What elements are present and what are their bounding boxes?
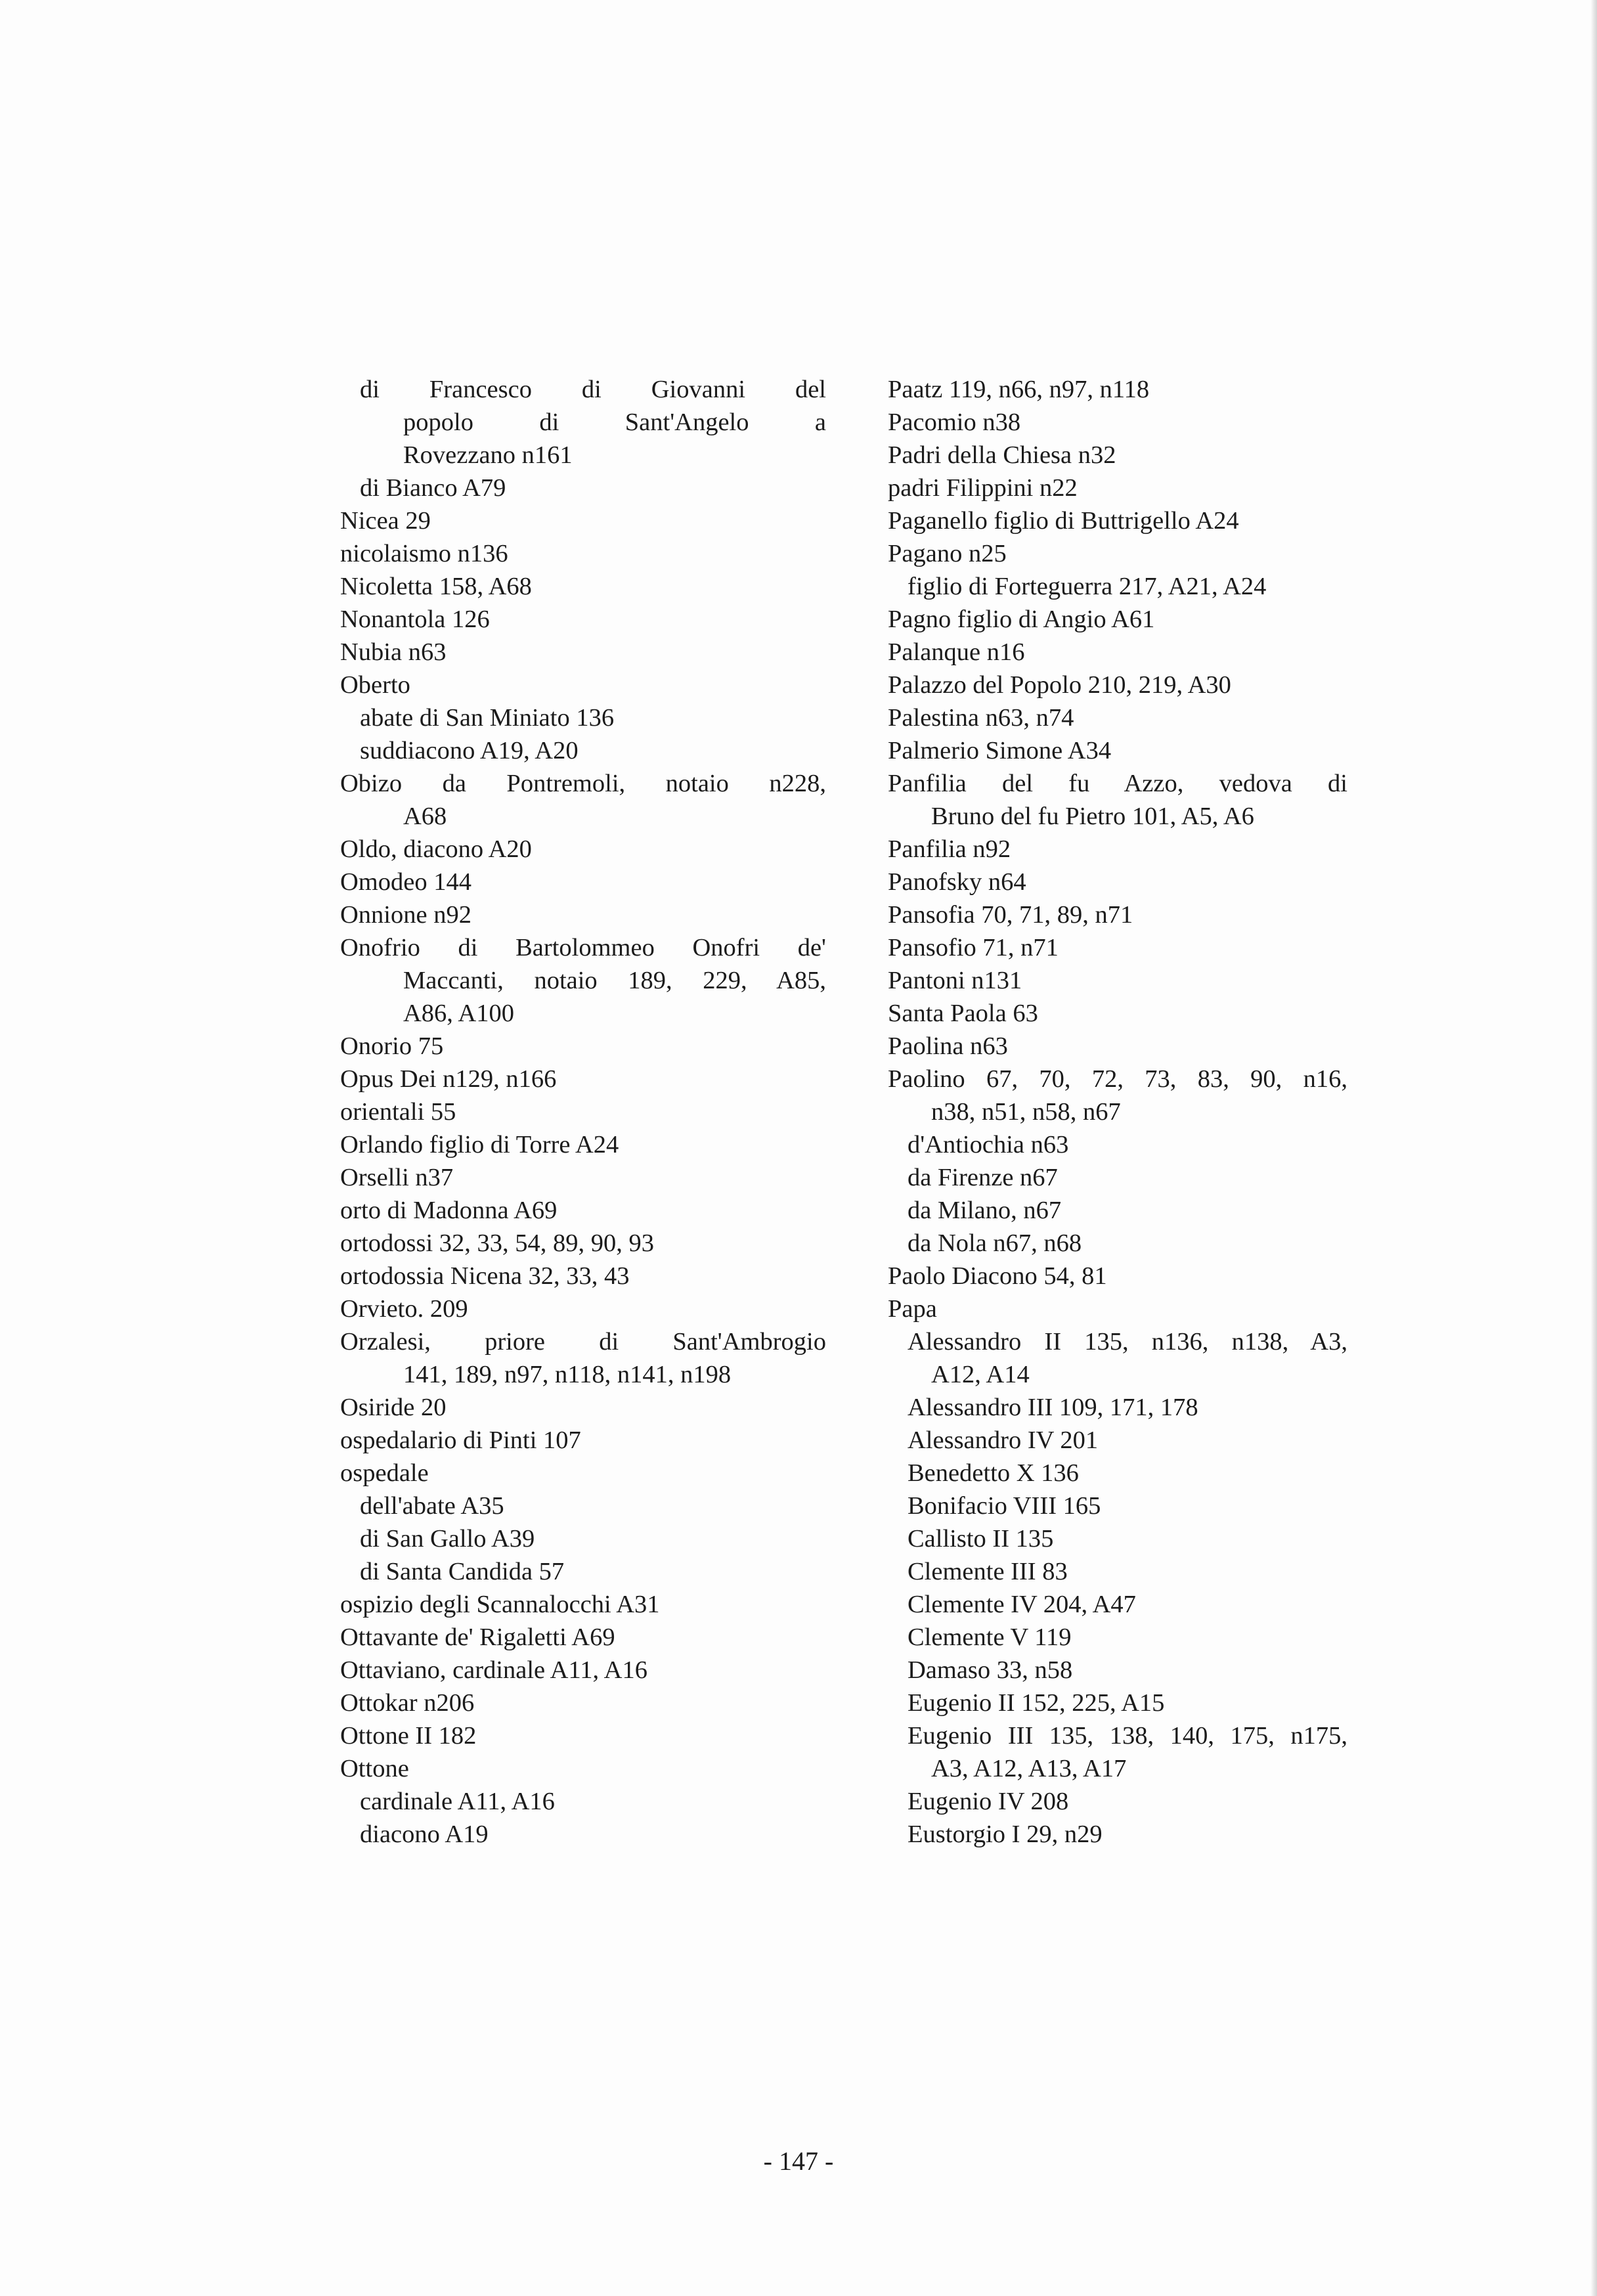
index-entry: cardinale A11, A16 xyxy=(360,1788,555,1815)
index-entry: Paolino 67, 70, 72, 73, 83, 90, n16, xyxy=(888,1065,1347,1093)
index-entry: Eugenio II 152, 225, A15 xyxy=(908,1689,1165,1717)
index-entry: A68 xyxy=(403,803,447,830)
index-entry: Orvieto. 209 xyxy=(340,1295,468,1323)
index-entry: Oldo, diacono A20 xyxy=(340,835,532,863)
index-entry: suddiacono A19, A20 xyxy=(360,737,579,764)
page-edge-shadow xyxy=(1590,0,1597,2296)
index-entry: n38, n51, n58, n67 xyxy=(931,1098,1121,1126)
index-entry: di Santa Candida 57 xyxy=(360,1558,565,1585)
index-entry: ortodossi 32, 33, 54, 89, 90, 93 xyxy=(340,1229,655,1257)
index-entry: Orselli n37 xyxy=(340,1164,454,1191)
index-entry: ortodossia Nicena 32, 33, 43 xyxy=(340,1262,630,1290)
index-entry: Ottone xyxy=(340,1755,409,1782)
index-entry: nicolaismo n136 xyxy=(340,540,508,567)
index-entry: Papa xyxy=(888,1295,937,1323)
index-entry: Pansofio 71, n71 xyxy=(888,934,1059,961)
index-entry: Pagano n25 xyxy=(888,540,1007,567)
index-entry: diacono A19 xyxy=(360,1821,489,1848)
index-entry: A12, A14 xyxy=(931,1361,1030,1388)
index-entry: 141, 189, n97, n118, n141, n198 xyxy=(403,1361,732,1388)
index-entry: Callisto II 135 xyxy=(908,1525,1054,1553)
index-entry: Paganello figlio di Buttrigello A24 xyxy=(888,507,1239,535)
page-number: - 147 - xyxy=(763,2146,834,2176)
index-entry: Paatz 119, n66, n97, n118 xyxy=(888,376,1150,403)
index-entry: Benedetto X 136 xyxy=(908,1459,1079,1487)
index-entry: da Nola n67, n68 xyxy=(908,1229,1082,1257)
index-entry: di Bianco A79 xyxy=(360,474,506,502)
index-entry: Alessandro III 109, 171, 178 xyxy=(908,1394,1198,1421)
index-entry: Panfilia del fu Azzo, vedova di xyxy=(888,770,1347,797)
index-entry: Omodeo 144 xyxy=(340,868,471,896)
index-entry: Rovezzano n161 xyxy=(403,441,573,469)
index-entry: Nubia n63 xyxy=(340,638,447,666)
index-entry: Pagno figlio di Angio A61 xyxy=(888,606,1155,633)
index-entry: Palestina n63, n74 xyxy=(888,704,1074,732)
index-entry: Orlando figlio di Torre A24 xyxy=(340,1131,619,1159)
index-entry: Opus Dei n129, n166 xyxy=(340,1065,557,1093)
index-entry: Orzalesi, priore di Sant'Ambrogio xyxy=(340,1328,826,1356)
index-entry: abate di San Miniato 136 xyxy=(360,704,615,732)
index-entry: Alessandro II 135, n136, n138, A3, xyxy=(908,1328,1347,1356)
index-entry: ospedalario di Pinti 107 xyxy=(340,1426,581,1454)
index-entry: Eustorgio I 29, n29 xyxy=(908,1821,1103,1848)
index-entry: Panfilia n92 xyxy=(888,835,1011,863)
index-entry: Paolina n63 xyxy=(888,1032,1008,1060)
index-entry: d'Antiochia n63 xyxy=(908,1131,1069,1159)
index-entry: Palmerio Simone A34 xyxy=(888,737,1112,764)
index-entry: Panofsky n64 xyxy=(888,868,1026,896)
index-entry: A86, A100 xyxy=(403,1000,514,1027)
index-entry: popolo di Sant'Angelo a xyxy=(403,408,826,436)
index-entry: orientali 55 xyxy=(340,1098,456,1126)
index-entry: Onorio 75 xyxy=(340,1032,444,1060)
index-entry: Santa Paola 63 xyxy=(888,1000,1038,1027)
index-entry: da Firenze n67 xyxy=(908,1164,1058,1191)
index-entry: Clemente III 83 xyxy=(908,1558,1068,1585)
index-entry: Padri della Chiesa n32 xyxy=(888,441,1116,469)
index-entry: Obizo da Pontremoli, notaio n228, xyxy=(340,770,826,797)
index-entry: Palazzo del Popolo 210, 219, A30 xyxy=(888,671,1231,699)
index-entry: Paolo Diacono 54, 81 xyxy=(888,1262,1107,1290)
index-entry: Eugenio III 135, 138, 140, 175, n175, xyxy=(908,1722,1347,1750)
index-entry: Nicoletta 158, A68 xyxy=(340,573,532,600)
index-entry: Osiride 20 xyxy=(340,1394,447,1421)
index-entry: ospedale xyxy=(340,1459,429,1487)
index-entry: Oberto xyxy=(340,671,410,699)
index-entry: Eugenio IV 208 xyxy=(908,1788,1069,1815)
index-entry: padri Filippini n22 xyxy=(888,474,1078,502)
index-entry: Clemente V 119 xyxy=(908,1623,1072,1651)
index-entry: Bruno del fu Pietro 101, A5, A6 xyxy=(931,803,1254,830)
index-entry: Ottaviano, cardinale A11, A16 xyxy=(340,1656,647,1684)
index-entry: Ottokar n206 xyxy=(340,1689,475,1717)
index-entry: Maccanti, notaio 189, 229, A85, xyxy=(403,967,826,994)
index-entry: Nonantola 126 xyxy=(340,606,490,633)
index-column-right xyxy=(888,373,1347,1851)
index-entry: Alessandro IV 201 xyxy=(908,1426,1099,1454)
index-entry: figlio di Forteguerra 217, A21, A24 xyxy=(908,573,1267,600)
index-entry: Palanque n16 xyxy=(888,638,1025,666)
index-entry: Pacomio n38 xyxy=(888,408,1021,436)
index-entry: Pansofia 70, 71, 89, n71 xyxy=(888,901,1133,929)
index-entry: Ottavante de' Rigaletti A69 xyxy=(340,1623,615,1651)
index-entry: Clemente IV 204, A47 xyxy=(908,1591,1136,1618)
index-entry: Ottone II 182 xyxy=(340,1722,477,1750)
index-entry: dell'abate A35 xyxy=(360,1492,504,1520)
index-entry: Onofrio di Bartolommeo Onofri de' xyxy=(340,934,826,961)
index-entry: A3, A12, A13, A17 xyxy=(931,1755,1127,1782)
index-entry: Pantoni n131 xyxy=(888,967,1022,994)
index-entry: Damaso 33, n58 xyxy=(908,1656,1073,1684)
index-entry: da Milano, n67 xyxy=(908,1197,1062,1224)
index-entry: Onnione n92 xyxy=(340,901,471,929)
index-entry: ospizio degli Scannalocchi A31 xyxy=(340,1591,660,1618)
index-entry: di Francesco di Giovanni del xyxy=(360,376,826,403)
index-entry: Bonifacio VIII 165 xyxy=(908,1492,1101,1520)
index-entry: Nicea 29 xyxy=(340,507,431,535)
index-entry: di San Gallo A39 xyxy=(360,1525,535,1553)
index-column-left xyxy=(340,373,826,1851)
index-entry: orto di Madonna A69 xyxy=(340,1197,558,1224)
